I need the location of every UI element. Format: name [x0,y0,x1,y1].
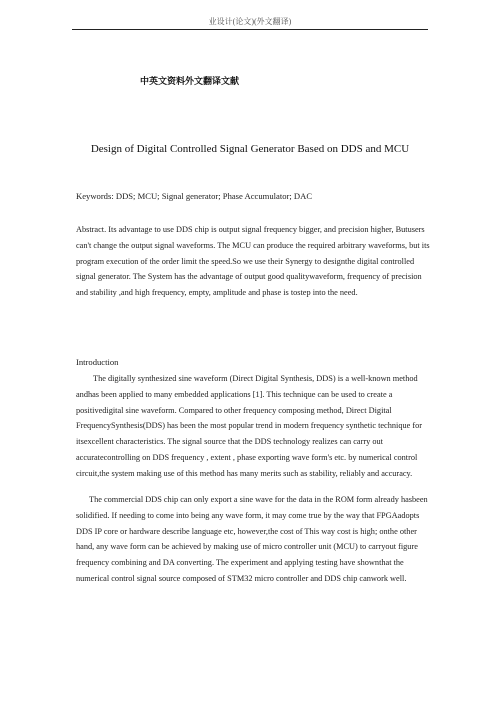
english-title: Design of Digital Controlled Signal Generator Based on DDS and MCU [90,143,410,155]
introduction-paragraph-1: The digitally synthesized sine waveform (Direct Digital Synthesis, DDS) is a well-known method andhas been applied to many embedded applications [1]. This technique can be used to create a positivedigital sine waveform. Compared to other frequency composing method, Direct Digital FrequencySynthesis(DDS) has been the most popular trend in modern frequency synthetic technique for itsexcellent characteristics. The signal source that the DDS technology realizes can carry out accuratecontrolling on DDS frequency , extent , phase exporting wave form's etc. by numerical control circuit,the system making use of this method has many merits such as stability, reliably and accuracy. [76,374,423,478]
abstract-paragraph: Abstract. Its advantage to use DDS chip is output signal frequency bigger, and precision higher, Butusers can't change the output signal waveforms. The MCU can produce the required arbitrary waveforms, but its program execution of the order limit the speed.So we use their Synergy to designthe digital controlled signal generator. The System has the advantage of output good qualitywaveform, frequency of precision and stability ,and high frequency, empty, amplitude and phase is tostep into the need. [76,225,430,298]
section-heading-introduction: Introduction [76,357,119,367]
chinese-title: 中英文资料外文翻译文献 [140,77,240,87]
introduction-paragraph-2: The commercial DDS chip can only export a sine wave for the data in the ROM form already hasbeen solidified. If needing to come into being any wave form, it may come true by the way that FPGAadopts DDS IP core or hardware describe language etc, however,the cost of This way cost is high; onthe other hand, any wave form can be achieved by making use of micro controller unit (MCU) to carryout figure frequency combining and DA converting. The experiment and applying testing have shownthat the numerical control signal source composed of STM32 micro controller and DDS chip canwork well. [76,495,428,583]
keywords-line: Keywords: DDS; MCU; Signal generator; Phase Accumulator; DAC [76,191,313,201]
page-header: 业设计(论文)(外文翻译) [72,16,428,30]
